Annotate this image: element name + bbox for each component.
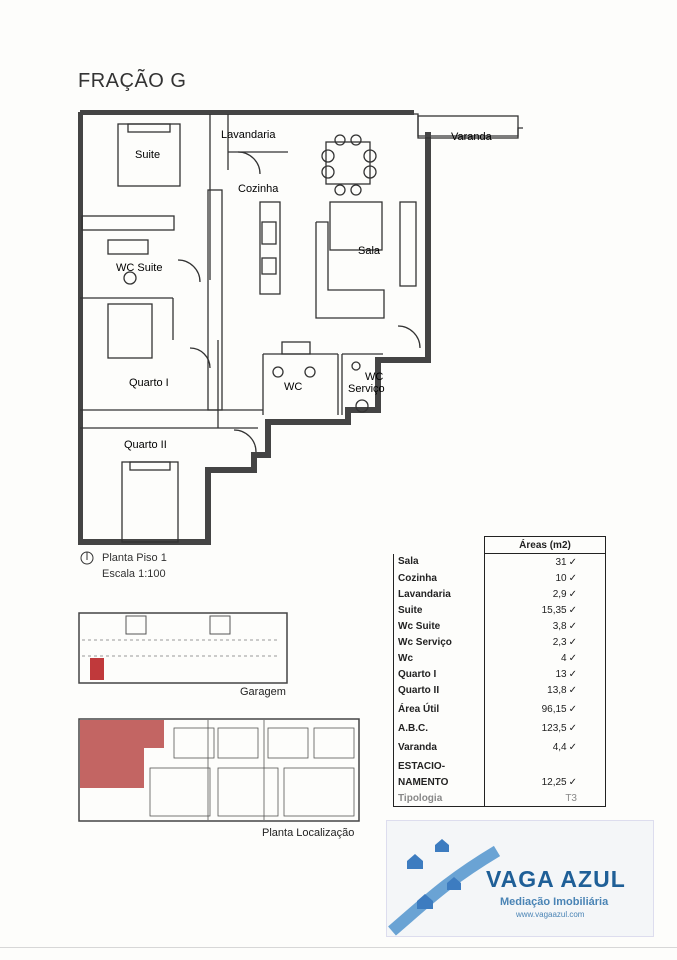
area-name: Wc: [394, 650, 485, 666]
area-row: [394, 790, 606, 807]
area-name: Quarto I: [394, 666, 485, 682]
area-name: NAMENTO: [394, 774, 485, 790]
checkmark-icon: ✓: [568, 668, 577, 680]
area-name: Quarto II: [394, 682, 485, 698]
area-value: [485, 554, 606, 571]
checkmark-icon: ✓: [568, 722, 577, 734]
room-label-wc: WC: [284, 381, 303, 393]
room-label-wc-servico-1: WC: [365, 371, 384, 383]
area-value-text: 2,3: [552, 636, 567, 648]
checkmark-icon: ✓: [568, 604, 577, 616]
area-name: Área Útil: [394, 698, 485, 720]
checkmark-icon: ✓: [568, 588, 577, 600]
floor-plan: [78, 110, 523, 550]
area-name: A.B.C.: [394, 720, 485, 736]
garage-plan: [78, 612, 288, 684]
checkmark-icon: ✓: [568, 652, 577, 664]
north-arrow-icon: [80, 551, 94, 565]
legend-line-1: Planta Piso 1: [102, 552, 167, 564]
area-row: [394, 650, 606, 666]
area-value: [485, 618, 606, 634]
area-value-text: 4,4: [552, 741, 567, 753]
checkmark-icon: ✓: [568, 620, 577, 632]
page-title: FRAÇÃO G: [78, 70, 187, 92]
area-value-text: 3,8: [552, 620, 567, 632]
area-row: [394, 720, 606, 736]
brand-subtitle: Mediação Imobiliária: [500, 896, 609, 908]
area-value-text: 31: [555, 556, 567, 568]
checkmark-icon: ✓: [568, 556, 577, 568]
area-row: [394, 586, 606, 602]
area-value-text: 123,5: [541, 722, 567, 734]
area-name: Suite: [394, 602, 485, 618]
checkmark-icon: ✓: [568, 636, 577, 648]
area-value-text: 13,8: [547, 684, 567, 696]
area-name: Varanda: [394, 736, 485, 758]
area-name: Lavandaria: [394, 586, 485, 602]
area-row: [394, 682, 606, 698]
area-row: [394, 618, 606, 634]
plan-legend: [80, 550, 167, 582]
area-value: [485, 758, 606, 774]
area-value-text: 96,15: [541, 703, 567, 715]
area-row: [394, 554, 606, 571]
area-value: [485, 720, 606, 736]
area-row: [394, 774, 606, 790]
areas-header: Áreas (m2): [485, 537, 606, 554]
area-value: [485, 698, 606, 720]
areas-table: [393, 536, 606, 807]
area-value-text: 12,25: [541, 776, 567, 788]
brand-url: www.vagaazul.com: [516, 910, 585, 919]
area-value: [485, 682, 606, 698]
checkmark-icon: ✓: [568, 776, 577, 788]
checkmark-icon: ✓: [568, 741, 577, 753]
checkmark-icon: ✓: [568, 684, 577, 696]
area-name: ESTACIO-: [394, 758, 485, 774]
checkmark-icon: ✓: [568, 703, 577, 715]
room-label-wc-suite: WC Suite: [116, 262, 163, 274]
area-value-text: 13: [555, 668, 567, 680]
area-value: [485, 774, 606, 790]
area-name: Wc Serviço: [394, 634, 485, 650]
area-name: Sala: [394, 554, 485, 571]
location-plan: [78, 718, 360, 822]
area-name: Wc Suite: [394, 618, 485, 634]
area-value: [485, 570, 606, 586]
area-value-text: T3: [565, 792, 577, 804]
page-divider: [0, 947, 677, 948]
room-label-quarto-2: Quarto II: [124, 439, 167, 451]
area-value-text: 4: [561, 652, 567, 664]
area-value: [485, 586, 606, 602]
area-row: [394, 758, 606, 774]
area-row: [394, 570, 606, 586]
room-label-cozinha: Cozinha: [238, 183, 279, 195]
room-label-sala: Sala: [358, 245, 381, 257]
room-label-suite: Suite: [135, 149, 161, 161]
area-value: [485, 650, 606, 666]
room-label-quarto-1: Quarto I: [129, 377, 169, 389]
area-row: [394, 634, 606, 650]
area-value: [485, 666, 606, 682]
location-plan-label: Planta Localização: [262, 827, 355, 839]
garage-label: Garagem: [240, 686, 286, 698]
area-row: [394, 666, 606, 682]
area-row: [394, 602, 606, 618]
area-value: [485, 736, 606, 758]
area-value-text: 15,35: [541, 604, 567, 616]
room-label-lavandaria: Lavandaria: [221, 129, 276, 141]
legend-line-2: Escala 1:100: [102, 568, 166, 580]
area-value-text: 2,9: [552, 588, 567, 600]
area-name: Tipologia: [394, 790, 485, 807]
area-row: [394, 736, 606, 758]
room-label-wc-servico-2: Serviço: [348, 383, 385, 395]
area-row: [394, 698, 606, 720]
area-value: [485, 790, 606, 807]
area-value: [485, 634, 606, 650]
area-value: [485, 602, 606, 618]
brand-name: VAGA AZUL: [486, 866, 626, 892]
checkmark-icon: ✓: [568, 572, 577, 584]
room-label-varanda: Varanda: [451, 131, 492, 143]
area-name: Cozinha: [394, 570, 485, 586]
area-value-text: 10: [555, 572, 567, 584]
